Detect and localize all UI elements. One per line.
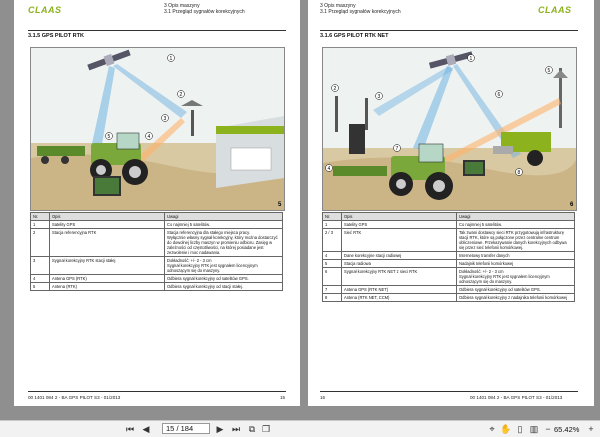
page-15: [14, 0, 300, 406]
figure-number: 6: [570, 202, 574, 208]
row-number: 2 / 3: [323, 229, 342, 252]
header-chapter: 3 Opis maszyny 3.1 Przegląd sygnałów korekcyjnych: [164, 3, 245, 15]
row-description: Antena GPS (RTK NET): [342, 286, 457, 294]
prev-page-icon[interactable]: ◀: [142, 423, 150, 434]
section-title: 3.1.5 GPS PILOT RTK: [28, 33, 84, 39]
row-description: Stacja radiowa: [342, 260, 457, 268]
svg-text:5: 5: [547, 68, 551, 74]
row-remarks: Odbiera sygnał korekcyjny od satelitów GPS.: [165, 275, 283, 283]
next-page-icon[interactable]: ▶: [216, 423, 224, 434]
table-row: [31, 275, 283, 283]
section-rule: [320, 30, 578, 31]
zoom-in-icon[interactable]: +: [588, 424, 594, 434]
table-row: [323, 221, 575, 229]
header-chapter: 3 Opis maszyny 3.1 Przegląd sygnałów korekcyjnych: [320, 3, 401, 15]
svg-text:4: 4: [327, 166, 331, 172]
footer-page-number: 15: [280, 395, 286, 400]
row-remarks: Dokładność: +/- 2 - 3 cm Sygnał korekcyjny RTK jest sygnałem licencyjnym odnoszącym się do maszyny.: [165, 257, 283, 275]
table-row: [323, 229, 575, 252]
row-remarks: Co najmniej 5 satelitów.: [165, 221, 283, 229]
row-remarks: Odbiera sygnał korekcyjny od stacji stałej.: [165, 283, 283, 291]
footer-doc-id: 00 1401 084 2 - BA GPS PILOT S3 - 01/2013: [470, 395, 563, 400]
row-description: Stacja referencyjna RTK: [50, 229, 165, 257]
row-description: Antena (RTK): [50, 283, 165, 291]
svg-text:1: 1: [469, 56, 473, 62]
row-remarks: Stacja referencyjna dla stałego miejsca pracy. Wyłącznie własny sygnał korekcyjny, który można dostarczyć do dowolnej liczby maszyn w promieniu odbioru. Zasięg w zależności od częstotliwości, na której posiadane jest zezwolenie i moc nadawania.: [165, 229, 283, 257]
svg-text:8: 8: [517, 170, 521, 176]
table-row: [323, 252, 575, 260]
row-number: 1: [323, 221, 342, 229]
table-row: [323, 260, 575, 268]
row-number: 7: [323, 286, 342, 294]
row-remarks: Odbiera sygnał korekcyjny z nadajnika telefonii komórkowej: [457, 294, 575, 302]
table-row: [31, 257, 283, 275]
row-description: Sieć RTK: [342, 229, 457, 252]
last-page-icon[interactable]: ⏭: [231, 423, 241, 434]
rtk-illustration: [30, 47, 285, 211]
rtk-net-illustration: [322, 47, 577, 211]
pages-icon[interactable]: ❐: [261, 423, 271, 434]
table-row: [31, 229, 283, 257]
row-description: Dane korekcyjne stacji radiowej: [342, 252, 457, 260]
svg-text:6: 6: [497, 92, 501, 98]
svg-text:4: 4: [147, 134, 151, 140]
row-description: Satelity GPS: [50, 221, 165, 229]
row-number: 6: [323, 268, 342, 286]
zoom-out-icon[interactable]: −: [545, 424, 551, 434]
table-row: [323, 268, 575, 286]
row-description: Sygnał korekcyjny RTK NET z sieci RTK: [342, 268, 457, 286]
row-number: 1: [31, 221, 50, 229]
svg-text:1: 1: [169, 56, 173, 62]
row-description: Antena (RTK NET, CCM): [342, 294, 457, 302]
table-row: [323, 286, 575, 294]
select-tool-icon[interactable]: ⌖: [489, 423, 495, 434]
row-number: 5: [323, 260, 342, 268]
zoom-level[interactable]: 65.42%: [554, 424, 580, 434]
row-number: 2: [31, 229, 50, 257]
section-rule: [28, 30, 286, 31]
first-page-icon[interactable]: ⏮: [125, 423, 135, 434]
row-remarks: Nadajnik telefonii komórkowej: [457, 260, 575, 268]
row-number: 4: [31, 275, 50, 283]
row-number: 3: [31, 257, 50, 275]
svg-text:7: 7: [395, 146, 399, 152]
row-remarks: Internetowy transfer danych: [457, 252, 575, 260]
row-remarks: Odbiera sygnał korekcyjny od satelitów GPS.: [457, 286, 575, 294]
svg-text:3: 3: [377, 94, 381, 100]
pdf-toolbar: [0, 420, 600, 437]
hand-tool-icon[interactable]: ✋: [500, 423, 512, 434]
footer-rule: [28, 391, 286, 392]
row-remarks: Co najmniej 5 satelitów.: [457, 221, 575, 229]
table-row: [31, 221, 283, 229]
svg-text:2: 2: [333, 86, 337, 92]
footer-rule: [320, 391, 578, 392]
figure-number: 5: [278, 202, 282, 208]
row-number: 5: [31, 283, 50, 291]
footer-doc-id: 00 1401 084 2 - BA GPS PILOT S3 - 01/2013: [28, 395, 121, 400]
svg-text:2: 2: [179, 92, 183, 98]
row-description: Antena GPS (RTK): [50, 275, 165, 283]
table-row: [323, 294, 575, 302]
table-row: [31, 283, 283, 291]
copy-icon[interactable]: ⧉: [248, 423, 256, 434]
row-description: Sygnał korekcyjny RTK stacji stałej: [50, 257, 165, 275]
section-title: 3.1.6 GPS PILOT RTK NET: [320, 33, 389, 39]
claas-logo: CLAAS: [28, 5, 62, 15]
page-number-field[interactable]: 15 / 184: [162, 423, 210, 434]
table-header-row: Nr. Opis Uwagi: [31, 213, 283, 221]
row-number: 4: [323, 252, 342, 260]
row-description: Satelity GPS: [342, 221, 457, 229]
claas-logo: CLAAS: [538, 5, 572, 15]
single-page-icon[interactable]: ▯: [517, 423, 523, 434]
row-number: 8: [323, 294, 342, 302]
table-header-row: Nr. Opis Uwagi: [323, 213, 575, 221]
spec-table: [322, 212, 575, 302]
row-remarks: Tak zwani dostawcy sieci RTK przygotowują infrastrukturę stacji RTK, które są połączone przez centralne centrum obliczeniowe. Przekazywanie danych korekcyjnych odbywa się przez sieć telefonii komórkowej.: [457, 229, 575, 252]
spec-table: [30, 212, 283, 291]
row-remarks: Dokładność: +/- 2 - 3 cm Sygnał korekcyjny RTK jest sygnałem licencyjnym odnoszącym się do maszyny.: [457, 268, 575, 286]
page-16: [308, 0, 594, 406]
svg-text:5: 5: [107, 134, 111, 140]
two-page-icon[interactable]: ▥: [529, 423, 539, 434]
footer-page-number: 16: [320, 395, 326, 400]
svg-text:3: 3: [163, 116, 167, 122]
